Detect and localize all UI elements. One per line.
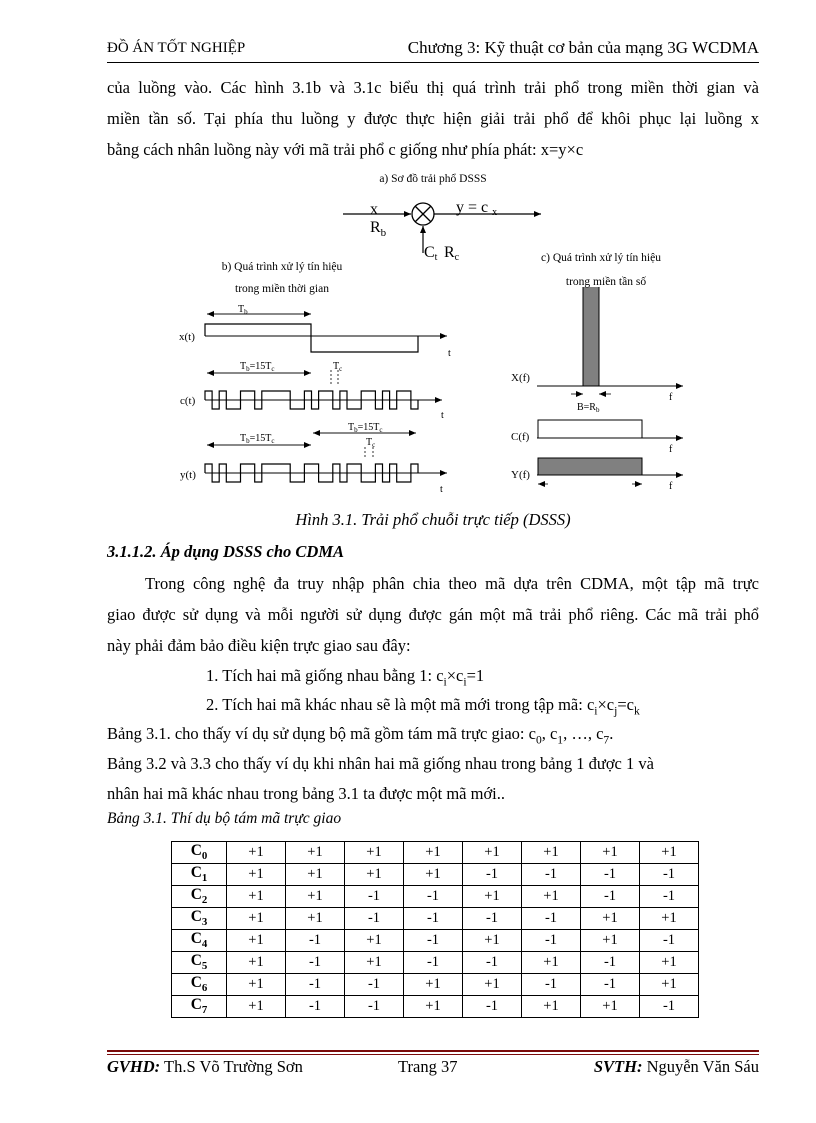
table-row	[172, 974, 699, 996]
code-cell: -1	[286, 974, 345, 996]
spectrum-x	[583, 280, 599, 386]
figure-caption: Hình 3.1. Trải phổ chuỗi trực tiếp (DSSS)	[295, 510, 571, 529]
code-cell: +1	[345, 842, 404, 864]
header-right: Chương 3: Kỹ thuật cơ bản của mạng 3G WCDMA	[407, 38, 759, 57]
code-cell: -1	[404, 930, 463, 952]
code-cell: -1	[581, 974, 640, 996]
code-cell: -1	[345, 974, 404, 996]
code-cell: -1	[640, 864, 699, 886]
code-cell: +1	[640, 908, 699, 930]
code-cell: +1	[286, 908, 345, 930]
code-cell: +1	[227, 908, 286, 930]
label-tb15: $T_b=15T_c$	[240, 361, 275, 373]
footer-rule-thin	[107, 1054, 759, 1055]
label-t2: t	[441, 410, 444, 421]
label-y: y = c x	[456, 199, 498, 218]
code-cell: +1	[345, 952, 404, 974]
label-bw: $B=R_b$	[577, 402, 600, 414]
code-cell: -1	[522, 908, 581, 930]
code-cell: -1	[522, 864, 581, 886]
body-line-b31: Bảng 3.1. cho thấy ví dụ sử dụng bộ mã gồm tám mã trực giao: $c_0$, $c_1$, …, $c_7$.	[107, 724, 614, 747]
header-left: ĐỒ ÁN TỐT NGHIỆP	[107, 40, 246, 56]
code-cell: -1	[522, 974, 581, 996]
code-cell: +1	[227, 864, 286, 886]
code-cell: +1	[227, 886, 286, 908]
list-item-2: 2. Tích hai mã khác nhau sẽ là một mã mới trong tập mã: $c_i\times c_j=c_k$	[206, 695, 640, 718]
figure-title-c2: trong miền tần số	[565, 276, 647, 288]
footer-advisor: GVHD: Th.S Võ Trường Sơn	[107, 1057, 303, 1076]
label-tc1: $T_c$	[333, 361, 343, 373]
section-title: 3.1.1.2. Áp dụng DSSS cho CDMA	[107, 542, 345, 561]
table-row	[172, 842, 699, 864]
body-p1-line3: này phải đảm bảo điều kiện trực giao sau đây:	[107, 636, 411, 655]
intro-line-2: miền tần số. Tại phía thu luồng y được thực hiện giải trải phổ để khôi phục lại luồng x	[107, 109, 759, 128]
signal-x	[205, 324, 418, 352]
table-row	[172, 930, 699, 952]
code-cell: +1	[227, 930, 286, 952]
code-cell: -1	[581, 864, 640, 886]
code-cell: +1	[640, 974, 699, 996]
table-row	[172, 996, 699, 1018]
code-cell: -1	[463, 864, 522, 886]
body-p1-line1: Trong công nghệ đa truy nhập phân chia theo mã dựa trên CDMA, một tập mã trực	[145, 574, 759, 593]
orthogonal-codes-table	[171, 841, 699, 1018]
label-x: x	[370, 201, 378, 218]
code-name: $C_2$	[172, 886, 227, 908]
label-f3: f	[669, 481, 673, 492]
label-f2: f	[669, 444, 673, 455]
code-cell: +1	[581, 908, 640, 930]
code-cell: +1	[286, 842, 345, 864]
code-cell: +1	[463, 842, 522, 864]
body-line-b32b: nhân hai mã khác nhau trong bảng 3.1 ta được một mã mới..	[107, 784, 506, 803]
footer-student: SVTH: Nguyễn Văn Sáu	[593, 1057, 759, 1076]
code-cell: -1	[581, 952, 640, 974]
code-cell: +1	[345, 930, 404, 952]
code-cell: -1	[345, 996, 404, 1018]
label-yf: Y(f)	[511, 469, 530, 481]
label-xt: x(t)	[179, 331, 195, 343]
intro-line-3: bằng cách nhân luồng này với mã trải phổ c giống như phía phát: x=y×c	[107, 140, 584, 159]
code-cell: +1	[227, 974, 286, 996]
label-xf: X(f)	[511, 372, 530, 384]
code-cell: +1	[286, 864, 345, 886]
code-cell: +1	[463, 974, 522, 996]
table-row	[172, 886, 699, 908]
label-t1: t	[448, 348, 451, 359]
intro-line-1: của luồng vào. Các hình 3.1b và 3.1c biểu thị quá trình trải phổ trong miền thời gian và	[107, 78, 759, 97]
code-cell: -1	[522, 930, 581, 952]
label-tb15-b: $T_b=15T_c$	[348, 422, 383, 434]
code-cell: -1	[640, 996, 699, 1018]
code-cell: +1	[581, 930, 640, 952]
body-line-b32a: Bảng 3.2 và 3.3 cho thấy ví dụ khi nhân hai mã giống nhau trong bảng 1 được 1 và	[107, 754, 654, 773]
code-name: $C_4$	[172, 930, 227, 952]
code-cell: -1	[286, 996, 345, 1018]
figure-title-b2: trong miền thời gian	[235, 283, 329, 295]
code-cell: +1	[404, 974, 463, 996]
code-cell: +1	[227, 952, 286, 974]
code-cell: -1	[463, 996, 522, 1018]
code-cell: +1	[522, 842, 581, 864]
code-cell: +1	[404, 864, 463, 886]
code-cell: -1	[286, 952, 345, 974]
dsss-figure	[0, 0, 816, 510]
code-name: $C_1$	[172, 864, 227, 886]
figure-title-a: a) Sơ đồ trải phổ DSSS	[379, 173, 487, 185]
code-cell: -1	[581, 886, 640, 908]
code-name: $C_7$	[172, 996, 227, 1018]
code-cell: +1	[404, 842, 463, 864]
code-cell: -1	[404, 886, 463, 908]
code-cell: -1	[345, 886, 404, 908]
footer-rule-thick	[107, 1050, 759, 1052]
body-p1-line2: giao được sử dụng và mỗi người sử dụng được gán một mã trải phổ riêng. Các mã trải phổ	[107, 605, 759, 624]
label-tb15-c: $T_b=15T_c$	[240, 433, 275, 445]
code-cell: +1	[581, 996, 640, 1018]
label-tc2: $T_c$	[366, 437, 376, 449]
spectrum-c	[538, 420, 642, 438]
code-cell: -1	[640, 886, 699, 908]
list-item-1: 1. Tích hai mã giống nhau bằng 1: $c_i\times c_i=1$	[206, 666, 485, 689]
code-cell: +1	[463, 886, 522, 908]
code-cell: +1	[522, 886, 581, 908]
code-cell: -1	[640, 930, 699, 952]
label-tb: $T_b$	[238, 304, 248, 316]
code-cell: +1	[345, 864, 404, 886]
figure-title-b1: b) Quá trình xử lý tín hiệu	[221, 261, 343, 273]
code-cell: +1	[522, 952, 581, 974]
code-name: $C_3$	[172, 908, 227, 930]
code-cell: +1	[640, 952, 699, 974]
code-cell: +1	[463, 930, 522, 952]
code-cell: +1	[227, 842, 286, 864]
code-cell: +1	[404, 996, 463, 1018]
label-cf: C(f)	[511, 431, 530, 443]
code-cell: +1	[522, 996, 581, 1018]
label-ct-signal: c(t)	[180, 395, 196, 407]
label-yt: y(t)	[180, 469, 196, 481]
code-cell: +1	[286, 886, 345, 908]
table-caption: Bảng 3.1. Thí dụ bộ tám mã trực giao	[107, 810, 342, 827]
label-f1: f	[669, 392, 673, 403]
label-t3: t	[440, 484, 443, 495]
footer-page-number: Trang 37	[398, 1057, 458, 1076]
label-rb: $R_b$	[370, 219, 387, 239]
code-cell: +1	[581, 842, 640, 864]
table-row	[172, 908, 699, 930]
table-row	[172, 952, 699, 974]
code-cell: +1	[640, 842, 699, 864]
code-cell: -1	[463, 908, 522, 930]
code-cell: -1	[463, 952, 522, 974]
code-name: $C_5$	[172, 952, 227, 974]
label-ct: Ct	[424, 244, 438, 263]
code-cell: -1	[404, 908, 463, 930]
code-cell: +1	[227, 996, 286, 1018]
code-name: $C_0$	[172, 842, 227, 864]
code-name: $C_6$	[172, 974, 227, 996]
code-cell: -1	[404, 952, 463, 974]
figure-title-c1: c) Quá trình xử lý tín hiệu	[541, 252, 661, 264]
code-cell: -1	[345, 908, 404, 930]
table-row	[172, 864, 699, 886]
code-cell: -1	[286, 930, 345, 952]
label-rc: Rc	[444, 244, 460, 263]
spectrum-y	[538, 458, 642, 475]
